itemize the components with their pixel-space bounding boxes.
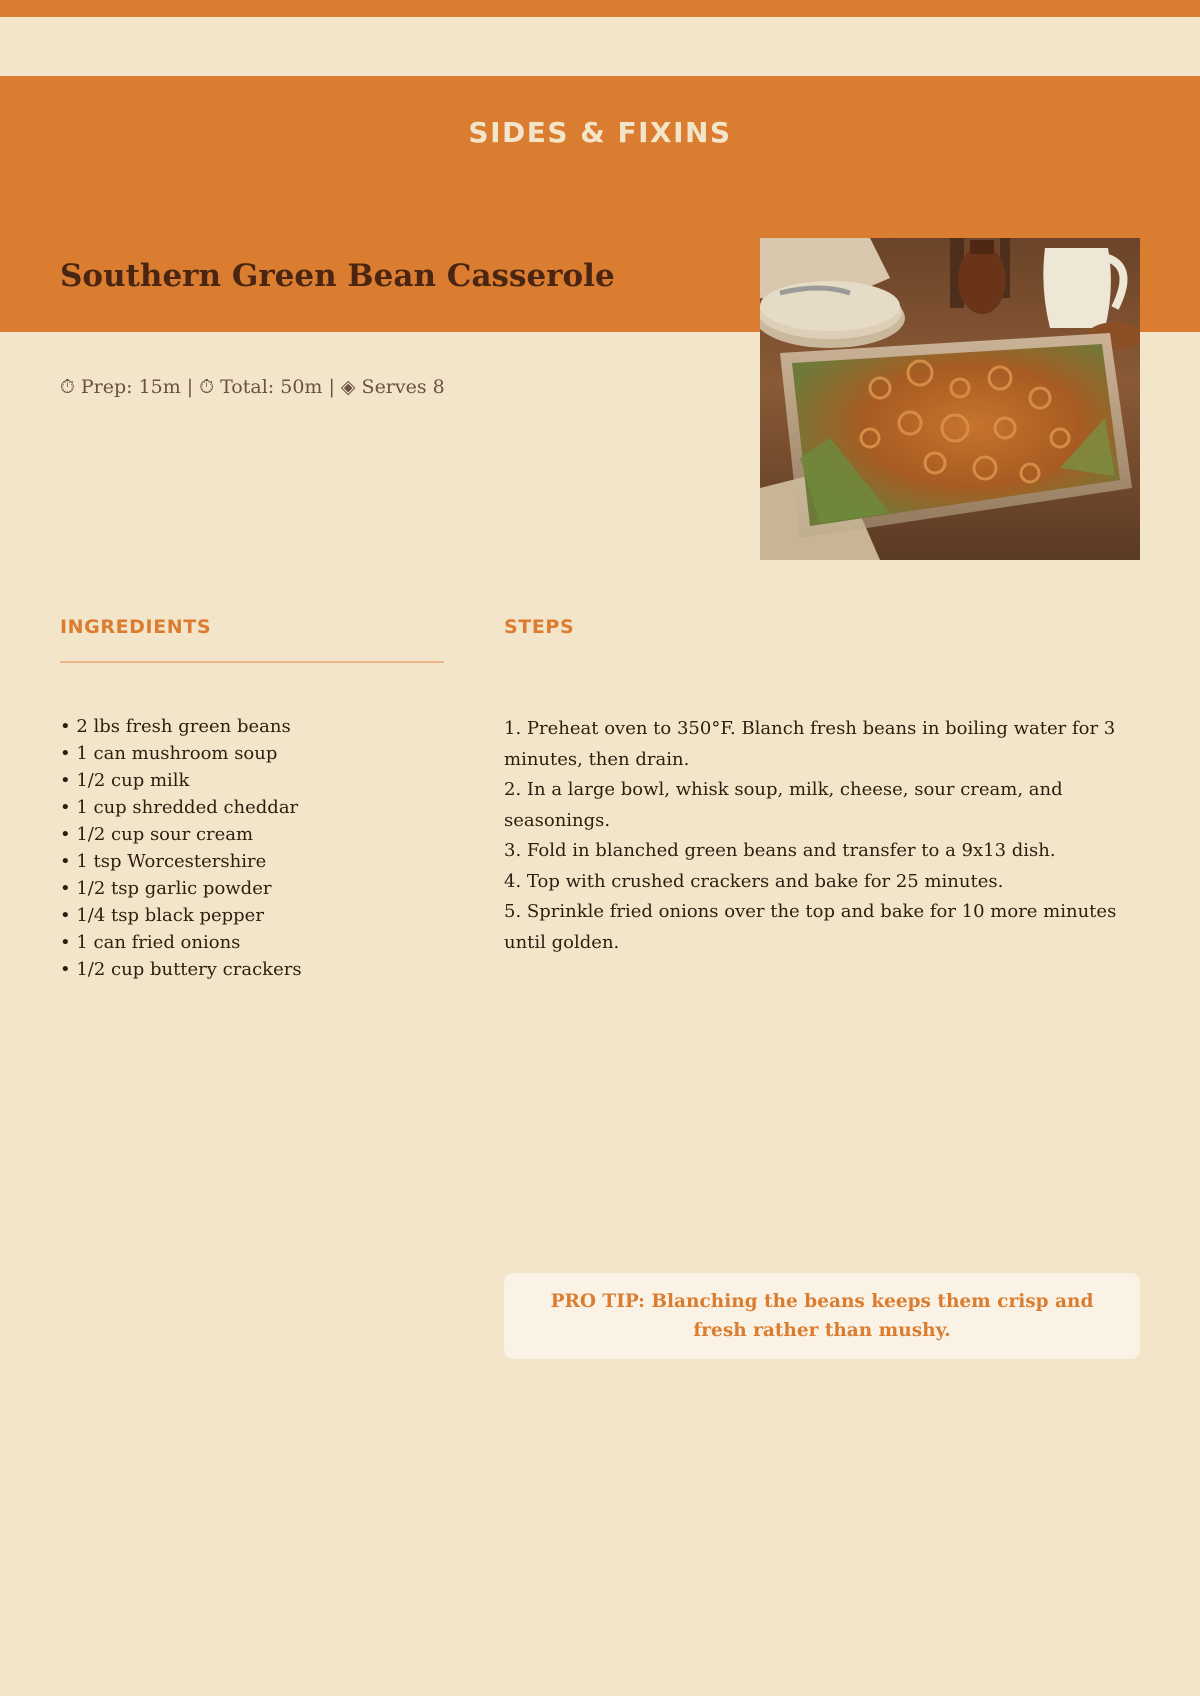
ingredient-item: • 1/2 cup milk xyxy=(60,770,190,791)
top-accent-bar xyxy=(0,0,1200,17)
step-item: 2. In a large bowl, whisk soup, milk, cheese, sour cream, and seasonings. xyxy=(504,779,1063,831)
step-item: 3. Fold in blanched green beans and transfer to a 9x13 dish. xyxy=(504,840,1056,861)
step-item: 5. Sprinkle fried onions over the top and bake for 10 more minutes until golden. xyxy=(504,901,1117,953)
ingredient-item: • 1 tsp Worcestershire xyxy=(60,851,267,872)
ingredient-item: • 1/2 cup buttery crackers xyxy=(60,959,302,980)
steps-heading: STEPS xyxy=(504,616,575,638)
step-item: 4. Top with crushed crackers and bake for 25 minutes. xyxy=(504,870,1004,892)
ingredients-heading: INGREDIENTS xyxy=(60,616,212,638)
pro-tip-box xyxy=(504,1273,1140,1359)
recipe-title: Southern Green Bean Casserole xyxy=(60,258,615,294)
recipe-photo xyxy=(760,238,1140,560)
step-item: 1. Preheat oven to 350°F. Blanch fresh beans in boiling water for 3 minutes, then drain. xyxy=(504,718,1116,770)
pro-tip-text: PRO TIP: Blanching the beans keeps them crisp and fresh rather than mushy. xyxy=(550,1291,1094,1341)
ingredient-item: • 1 cup shredded cheddar xyxy=(60,797,299,818)
ingredient-item: • 1/2 cup sour cream xyxy=(60,824,254,845)
steps-list xyxy=(504,714,1144,958)
ingredients-divider xyxy=(60,661,444,663)
ingredients-list xyxy=(60,713,460,983)
recipe-meta: ⏱ Prep: 15m | ⏱ Total: 50m | ◈ Serves 8 xyxy=(60,376,445,398)
ingredient-item: • 1 can mushroom soup xyxy=(60,743,278,764)
ingredient-item: • 2 lbs fresh green beans xyxy=(60,716,291,737)
ingredient-item: • 1/4 tsp black pepper xyxy=(60,905,264,926)
ingredient-item: • 1 can fried onions xyxy=(60,932,241,953)
section-title: SIDES & FIXINS xyxy=(468,116,732,149)
ingredient-item: • 1/2 tsp garlic powder xyxy=(60,878,272,899)
